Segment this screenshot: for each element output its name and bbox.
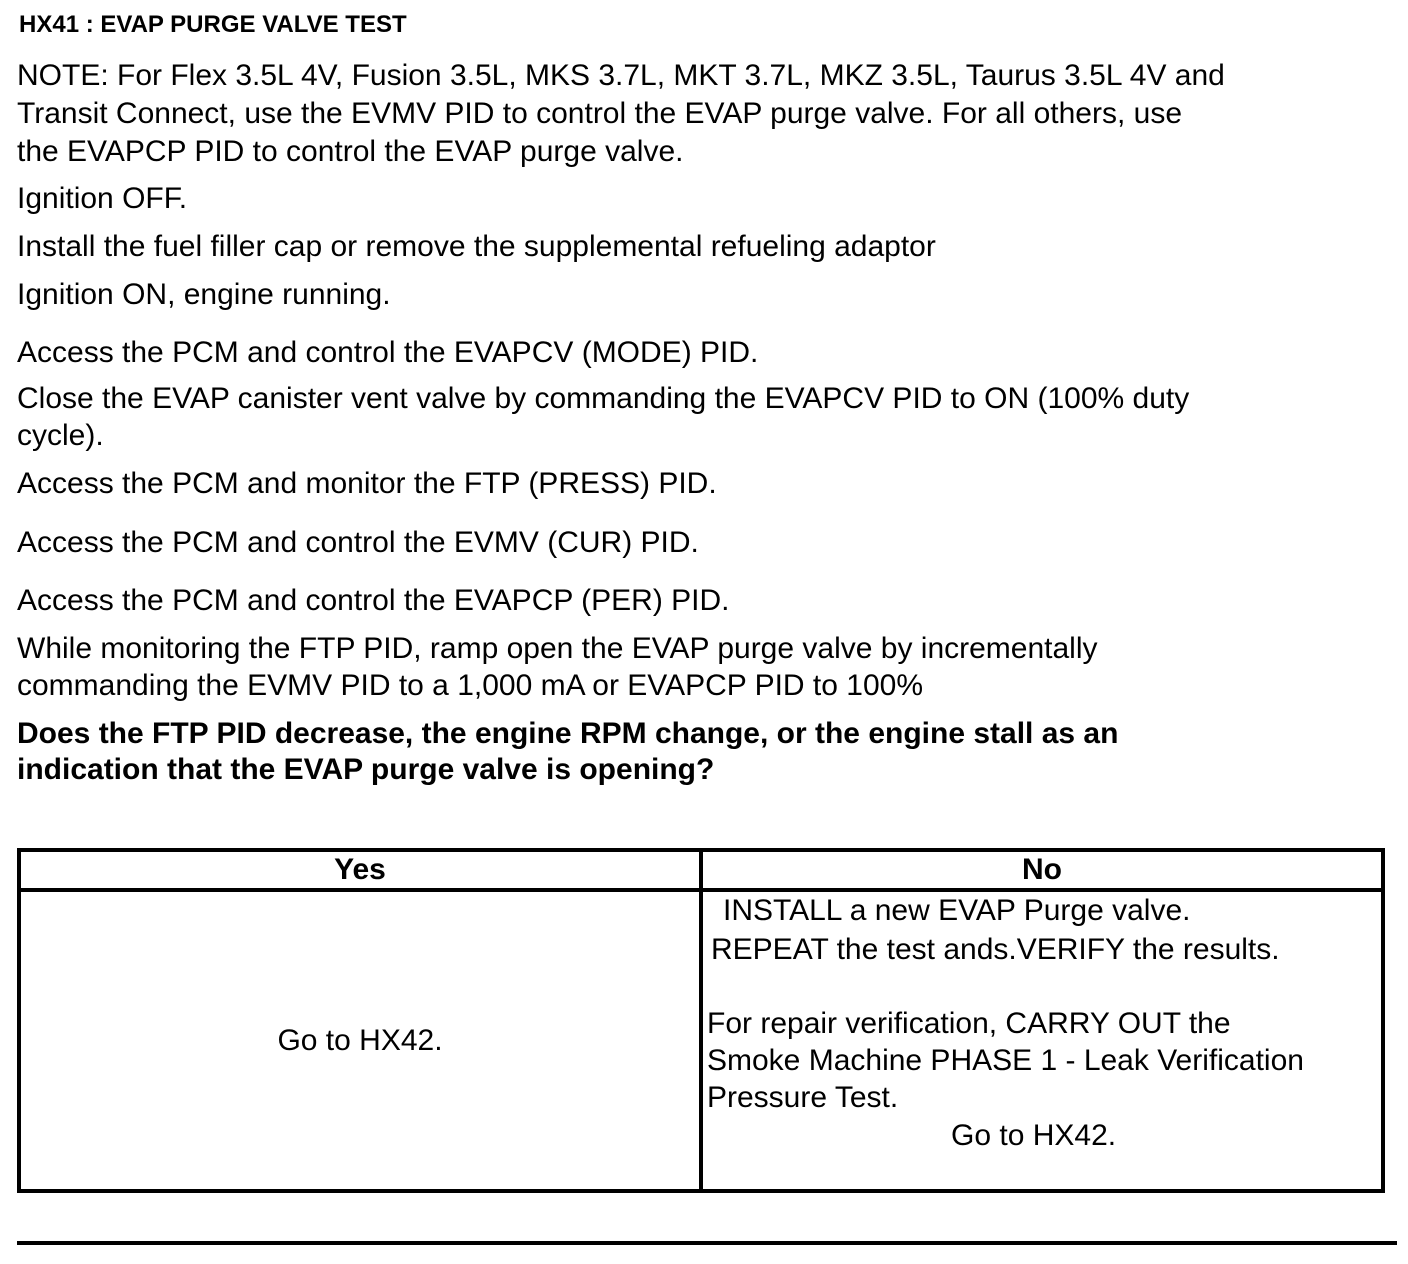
no-line-repair-1: For repair verification, CARRY OUT the xyxy=(707,1007,1231,1040)
page-title: HX41 : EVAP PURGE VALVE TEST xyxy=(19,11,407,38)
note-line-1: NOTE: For Flex 3.5L 4V, Fusion 3.5L, MKS 3.7L, MKT 3.7L, MKZ 3.5L, Taurus 3.5L 4V and xyxy=(17,59,1225,92)
no-line-repair-2: Smoke Machine PHASE 1 - Leak Verification xyxy=(707,1044,1304,1077)
bottom-divider xyxy=(17,1241,1397,1245)
no-line-repair-3: Pressure Test. xyxy=(707,1081,899,1114)
note-line-2: Transit Connect, use the EVMV PID to control the EVAP purge valve. For all others, use xyxy=(17,97,1183,130)
step-access-ftp: Access the PCM and monitor the FTP (PRESS) PID. xyxy=(17,467,717,500)
no-cell xyxy=(701,890,1383,1191)
no-line-install: INSTALL a new EVAP Purge valve. xyxy=(723,894,1191,927)
no-header: No xyxy=(701,850,1383,890)
no-line-repeat: REPEAT the test ands.VERIFY the results. xyxy=(711,933,1280,966)
step-ramp-line-2: commanding the EVMV PID to a 1,000 mA or EVAPCP PID to 100% xyxy=(17,669,924,702)
step-access-evmv: Access the PCM and control the EVMV (CUR) PID. xyxy=(17,526,699,559)
no-go-to-link: Go to HX42. xyxy=(951,1119,1117,1152)
step-close-vent-line-2: cycle). xyxy=(17,419,104,452)
step-ignition-on: Ignition ON, engine running. xyxy=(17,278,391,311)
yes-go-to-link: Go to HX42. xyxy=(277,1023,443,1057)
step-access-evapcv: Access the PCM and control the EVAPCV (MODE) PID. xyxy=(17,336,759,369)
yes-header: Yes xyxy=(19,850,701,890)
step-ignition-off: Ignition OFF. xyxy=(17,182,188,215)
yes-cell xyxy=(19,890,701,1191)
result-table-body-row xyxy=(19,890,1383,1191)
note-line-3: the EVAPCP PID to control the EVAP purge valve. xyxy=(17,135,684,168)
step-install-cap: Install the fuel filler cap or remove the supplemental refueling adaptor xyxy=(17,230,936,263)
step-access-evapcp: Access the PCM and control the EVAPCP (PER) PID. xyxy=(17,584,730,617)
result-table-header-row xyxy=(19,850,1383,890)
step-close-vent-line-1: Close the EVAP canister vent valve by commanding the EVAPCV PID to ON (100% duty xyxy=(17,382,1190,415)
step-ramp-line-1: While monitoring the FTP PID, ramp open the EVAP purge valve by incrementally xyxy=(17,632,1098,665)
result-table xyxy=(17,848,1385,1193)
question-line-2: indication that the EVAP purge valve is opening? xyxy=(17,753,715,786)
question-line-1: Does the FTP PID decrease, the engine RPM change, or the engine stall as an xyxy=(17,717,1119,750)
